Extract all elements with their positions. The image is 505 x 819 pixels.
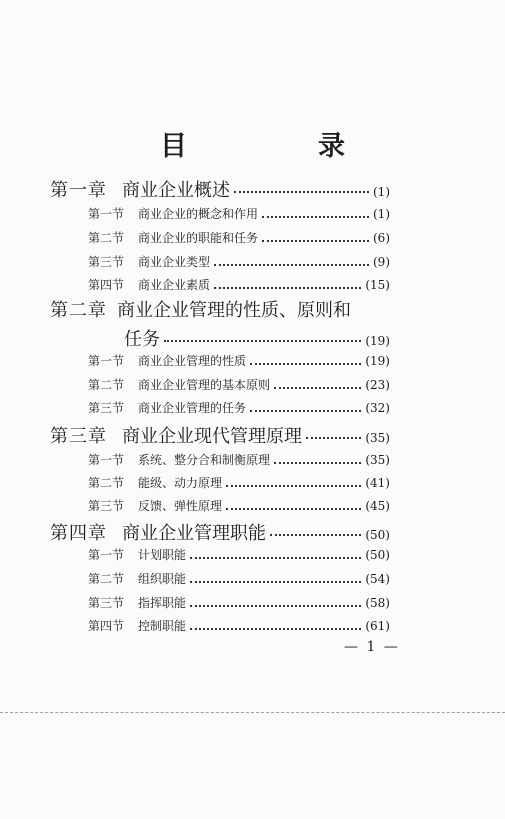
section-number: 第三节 (88, 255, 125, 269)
section-title: 商业企业的概念和作用 (138, 207, 259, 221)
page-ref: (19) (365, 334, 390, 348)
dot-leader (250, 410, 361, 412)
page-ref: (6) (373, 231, 390, 245)
page-title: 目 录 (160, 131, 397, 162)
page-ref: (54) (365, 572, 390, 586)
toc-section (88, 253, 390, 270)
dot-leader (214, 287, 361, 289)
section-title: 反馈、弹性原理 (138, 499, 223, 513)
page-ref: (35) (365, 431, 390, 445)
section-title: 商业企业类型 (138, 255, 211, 269)
dot-leader (190, 581, 361, 583)
toc-section (88, 617, 390, 634)
toc-chapter-1 (50, 176, 390, 202)
dot-leader (164, 340, 361, 342)
page-number: — 1 — (344, 639, 400, 655)
section-number: 第一节 (88, 548, 125, 562)
dot-leader (262, 216, 369, 218)
page-ref: (58) (365, 596, 390, 610)
toc-section (88, 205, 390, 222)
toc-chapter-2-continued (124, 325, 390, 351)
chapter-title: 商业企业现代管理原理 (122, 426, 302, 447)
page-ref: (32) (365, 401, 390, 415)
page-ref: (1) (373, 185, 390, 199)
scan-artifact-line (0, 712, 505, 713)
section-title: 商业企业管理的任务 (138, 401, 247, 415)
toc-chapter-3 (50, 422, 390, 448)
toc-chapter-4 (50, 519, 390, 545)
section-number: 第二节 (88, 476, 125, 490)
section-number: 第一节 (88, 207, 125, 221)
page-ref: (50) (365, 548, 390, 562)
page-ref: (50) (365, 528, 390, 542)
chapter-number: 第四章 (50, 523, 107, 544)
toc-section (88, 451, 390, 468)
dot-leader (262, 240, 369, 242)
dot-leader (250, 363, 361, 365)
page-ref: (35) (365, 453, 390, 467)
toc-section (88, 276, 390, 293)
chapter-title: 商业企业概述 (122, 180, 230, 201)
section-title: 商业企业的职能和任务 (138, 231, 259, 245)
section-title: 商业企业管理的基本原则 (138, 378, 271, 392)
section-title: 控制职能 (138, 619, 187, 633)
dot-leader (274, 387, 361, 389)
page-ref: (9) (373, 255, 390, 269)
dot-leader (214, 264, 369, 266)
section-number: 第四节 (88, 278, 125, 292)
section-title: 计划职能 (138, 548, 187, 562)
toc-section (88, 570, 390, 587)
section-title: 指挥职能 (138, 596, 187, 610)
section-title: 商业企业管理的性质 (138, 354, 247, 368)
page-ref: (41) (365, 476, 390, 490)
section-title: 系统、整分合和制衡原理 (138, 453, 271, 467)
dot-leader (226, 508, 361, 510)
section-title: 能级、动力原理 (138, 476, 223, 490)
section-number: 第四节 (88, 619, 125, 633)
section-number: 第一节 (88, 453, 125, 467)
page-ref: (1) (373, 207, 390, 221)
page-ref: (45) (365, 499, 390, 513)
dot-leader (190, 628, 361, 630)
chapter-number: 第二章 (50, 300, 107, 321)
chapter-number: 第三章 (50, 426, 107, 447)
section-number: 第三节 (88, 401, 125, 415)
section-title: 商业企业素质 (138, 278, 211, 292)
toc-chapter-2 (50, 296, 350, 322)
toc-section (88, 497, 390, 514)
page-ref: (23) (365, 378, 390, 392)
section-number: 第二节 (88, 378, 125, 392)
chapter-title: 商业企业管理的性质、原则和 (117, 300, 351, 321)
dot-leader (226, 485, 361, 487)
chapter-title-continued: 任务 (124, 329, 160, 350)
section-number: 第二节 (88, 572, 125, 586)
section-number: 第二节 (88, 231, 125, 245)
page-ref: (15) (365, 278, 390, 292)
toc-section (88, 352, 390, 369)
toc-section (88, 376, 390, 393)
section-number: 第一节 (88, 354, 125, 368)
section-number: 第三节 (88, 596, 125, 610)
chapter-title: 商业企业管理职能 (122, 523, 266, 544)
toc-section (88, 546, 390, 563)
dot-leader (306, 437, 361, 439)
toc-section (88, 594, 390, 611)
dot-leader (270, 534, 361, 536)
toc-section (88, 229, 390, 246)
chapter-number: 第一章 (50, 180, 107, 201)
page-ref: (19) (365, 354, 390, 368)
dot-leader (190, 605, 361, 607)
toc-section (88, 474, 390, 491)
dot-leader (234, 191, 369, 193)
section-number: 第三节 (88, 499, 125, 513)
dot-leader (190, 557, 361, 559)
section-title: 组织职能 (138, 572, 187, 586)
dot-leader (274, 462, 361, 464)
toc-section (88, 399, 390, 416)
page-ref: (61) (365, 619, 390, 633)
